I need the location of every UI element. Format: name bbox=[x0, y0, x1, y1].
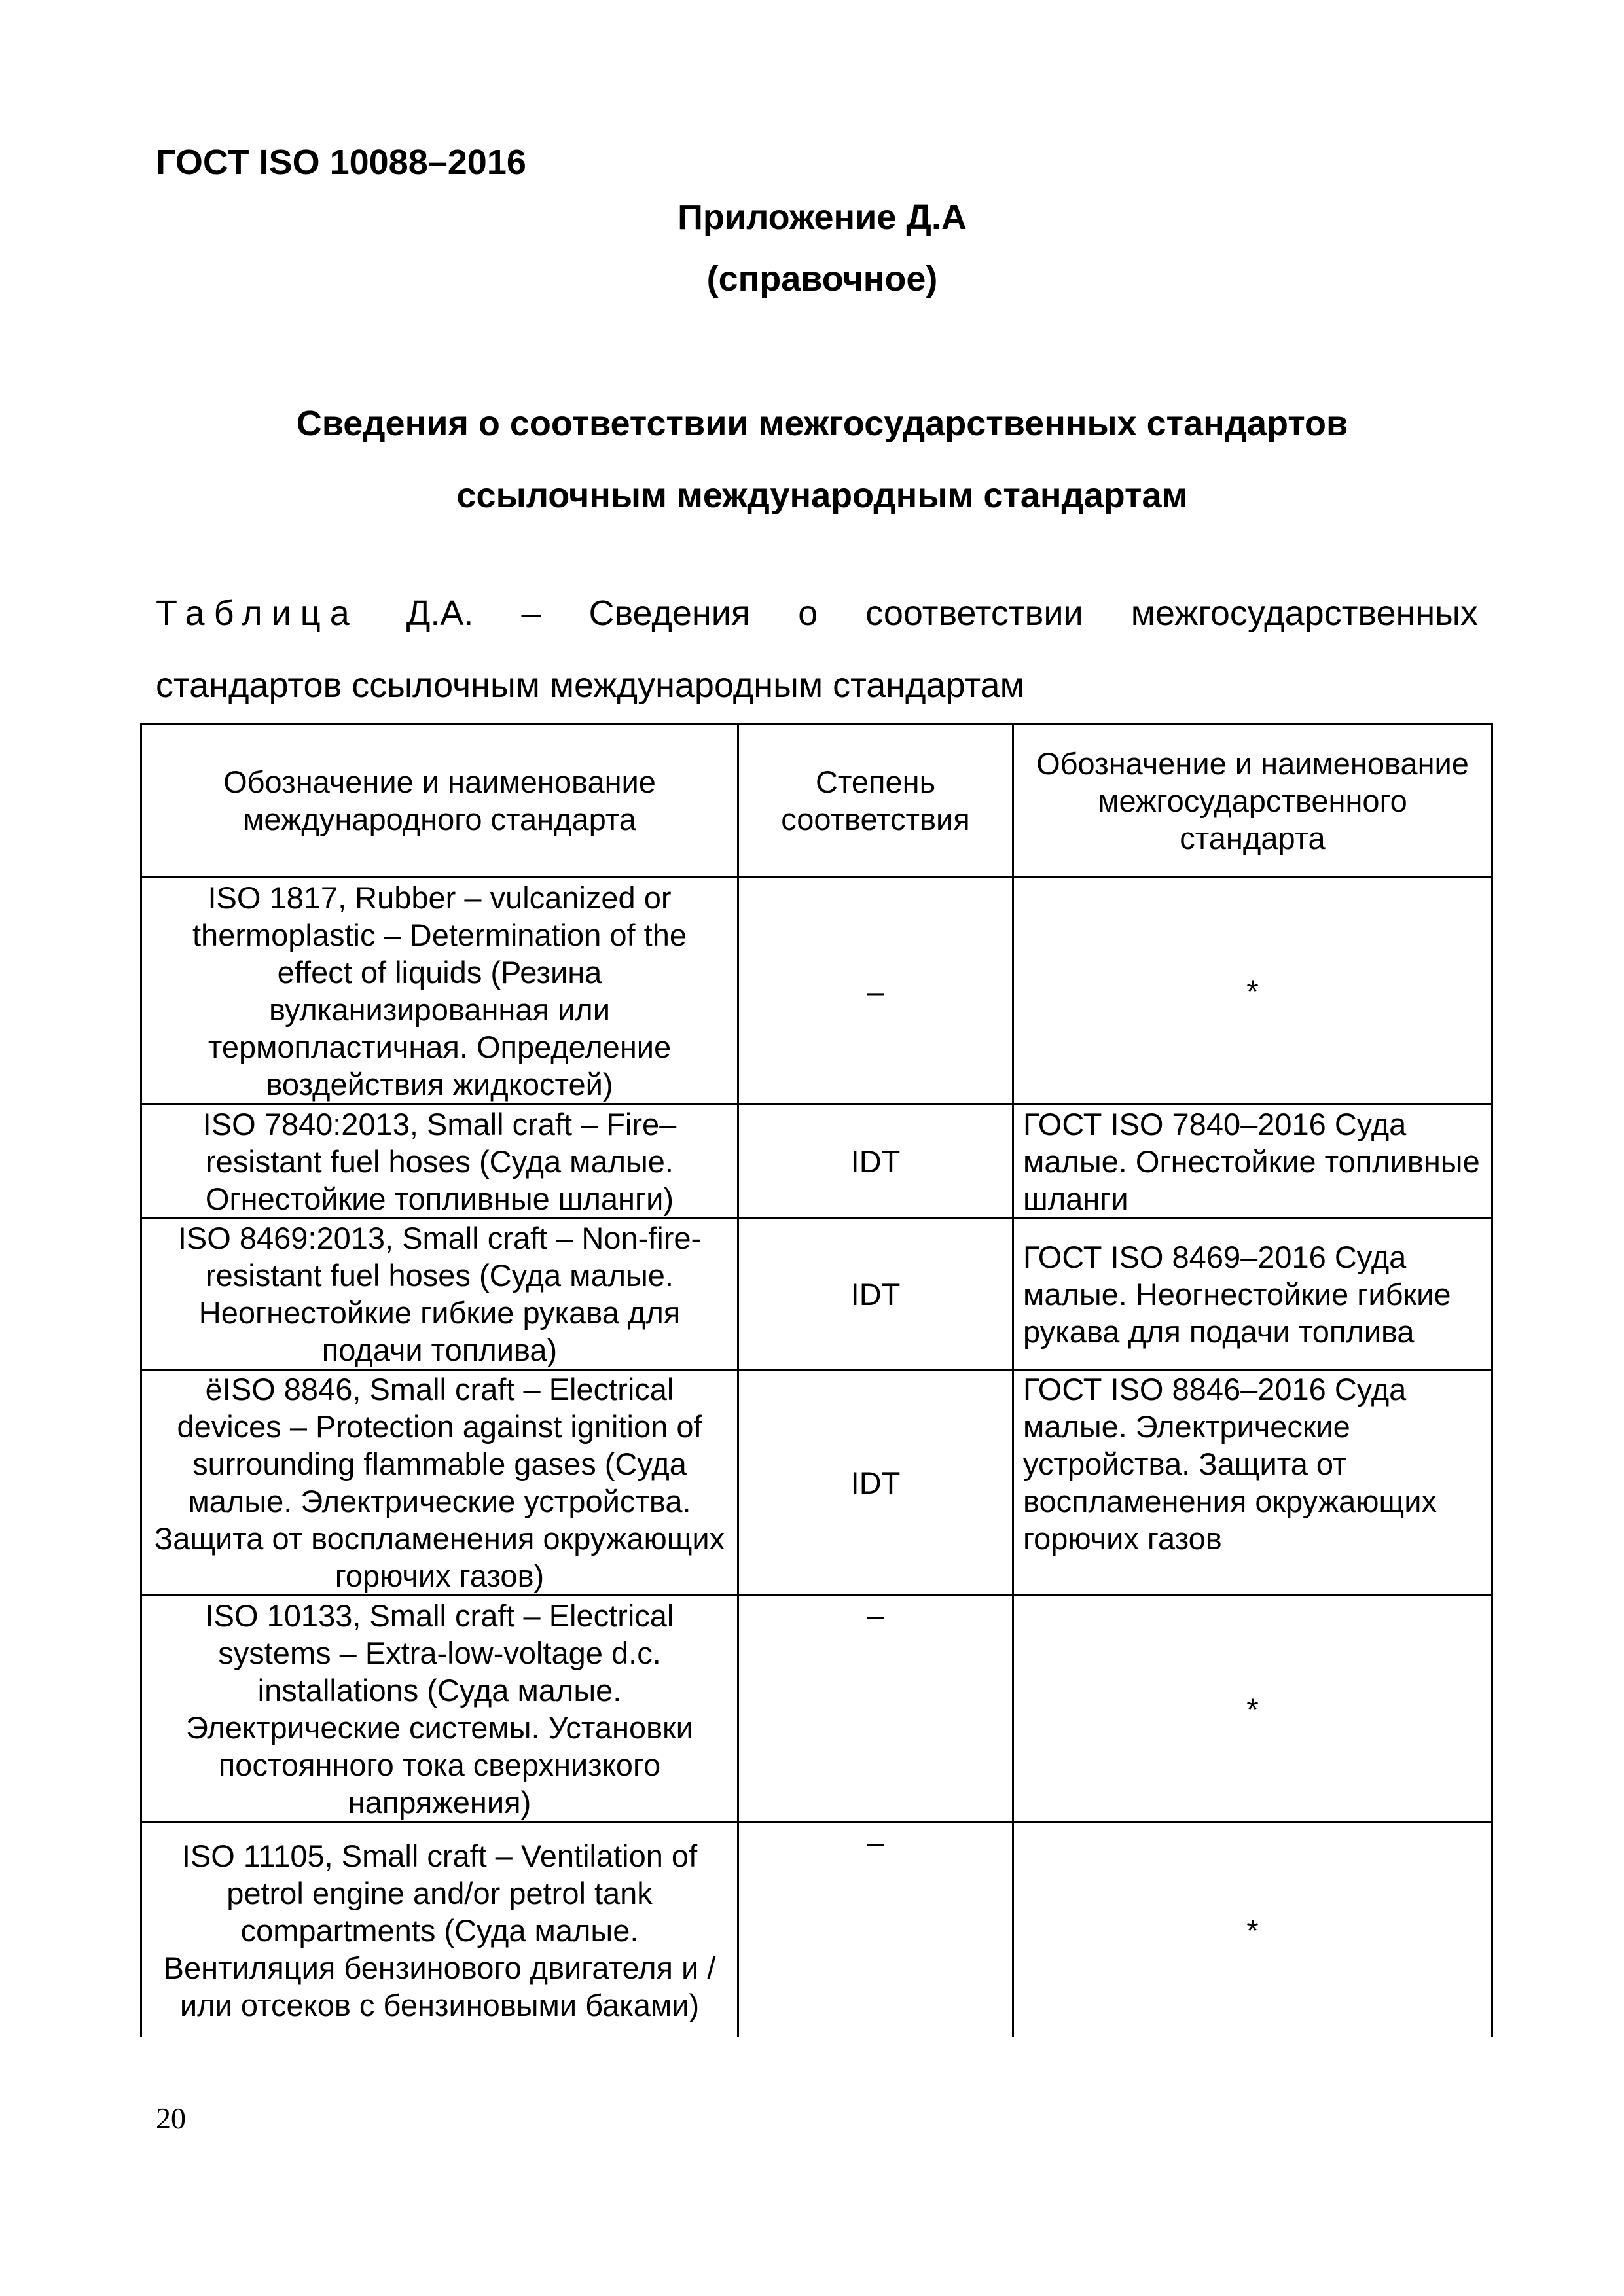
cell-international-standard: ISO 11105, Small craft – Ventilation of petrol engine and/or petrol tank compartments (Суда малые. Вентиляция бензинового двигателя и / или отсеков с бензиновыми баками) bbox=[141, 1823, 738, 2037]
cell-interstate-standard: * bbox=[1013, 878, 1492, 1105]
section-title-line-2: ссылочным международным стандартам bbox=[456, 476, 1188, 515]
section-title bbox=[156, 387, 1489, 531]
document-code: ГОСТ ISO 10088–2016 bbox=[156, 143, 526, 182]
cell-interstate-standard: * bbox=[1013, 1823, 1492, 2037]
section-title-line-1: Сведения о соответствии межгосударственных стандартов bbox=[296, 404, 1348, 443]
cell-international-standard: ISO 8469:2013, Small craft – Non-fire-resistant fuel hoses (Суда малые. Неогнестойкие гибкие рукава для подачи топлива) bbox=[141, 1219, 738, 1370]
table-row bbox=[141, 1823, 1492, 2037]
table-row bbox=[141, 1219, 1492, 1370]
annex-type: (справочное) bbox=[706, 259, 938, 298]
cell-degree: – bbox=[738, 1823, 1013, 2037]
correspondence-table bbox=[140, 723, 1493, 2037]
cell-international-standard: ISO 10133, Small craft – Electrical systems – Extra-low-voltage d.c. installations (Суда малые. Электрические системы. Установки постоянного тока сверхнизкого напряжения) bbox=[141, 1596, 738, 1823]
table-row bbox=[141, 1596, 1492, 1823]
table-caption-line-2: стандартов ссылочным международным стандартам bbox=[156, 666, 1024, 705]
cell-degree: – bbox=[738, 878, 1013, 1105]
cell-degree: – bbox=[738, 1596, 1013, 1823]
header-interstate-standard: Обозначение и наименование межгосударственного стандарта bbox=[1013, 724, 1492, 878]
cell-international-standard: ëISO 8846, Small craft – Electrical devices – Protection against ignition of surrounding flammable gases (Суда малые. Электрические устройства. Защита от воспламенения окружающих горючих газов) bbox=[141, 1370, 738, 1596]
cell-international-standard: ISO 1817, Rubber – vulcanized or thermoplastic – Determination of the effect of liquids (Резина вулканизированная или термопластичная. Определение воздействия жидкостей) bbox=[141, 878, 738, 1105]
table-caption-line-1 bbox=[156, 577, 1478, 649]
page-number: 20 bbox=[156, 2102, 186, 2135]
cell-interstate-standard: * bbox=[1013, 1596, 1492, 1823]
cell-degree: IDT bbox=[738, 1105, 1013, 1219]
cell-international-standard: ISO 7840:2013, Small craft – Fire–resistant fuel hoses (Суда малые. Огнестойкие топливные шланги) bbox=[141, 1105, 738, 1219]
table-caption-line-1-text: Д.А. – Сведения о соответствии межгосударственных bbox=[406, 594, 1478, 633]
header-degree-of-correspondence: Степень соответствия bbox=[738, 724, 1013, 878]
cell-degree: IDT bbox=[738, 1219, 1013, 1370]
table-caption bbox=[156, 577, 1478, 721]
table-row bbox=[141, 1370, 1492, 1596]
cell-interstate-standard: ГОСТ ISO 8846–2016 Суда малые. Электрические устройства. Защита от воспламенения окружающих горючих газов bbox=[1013, 1370, 1492, 1596]
table-row bbox=[141, 878, 1492, 1105]
cell-interstate-standard: ГОСТ ISO 8469–2016 Суда малые. Неогнестойкие гибкие рукава для подачи топлива bbox=[1013, 1219, 1492, 1370]
cell-degree: IDT bbox=[738, 1370, 1013, 1596]
table-caption-label: Таблица bbox=[156, 594, 359, 633]
cell-interstate-standard: ГОСТ ISO 7840–2016 Суда малые. Огнестойкие топливные шланги bbox=[1013, 1105, 1492, 1219]
header-international-standard: Обозначение и наименование международного стандарта bbox=[141, 724, 738, 878]
table-row bbox=[141, 1105, 1492, 1219]
table-header-row bbox=[141, 724, 1492, 878]
annex-title: Приложение Д.А bbox=[677, 198, 967, 237]
